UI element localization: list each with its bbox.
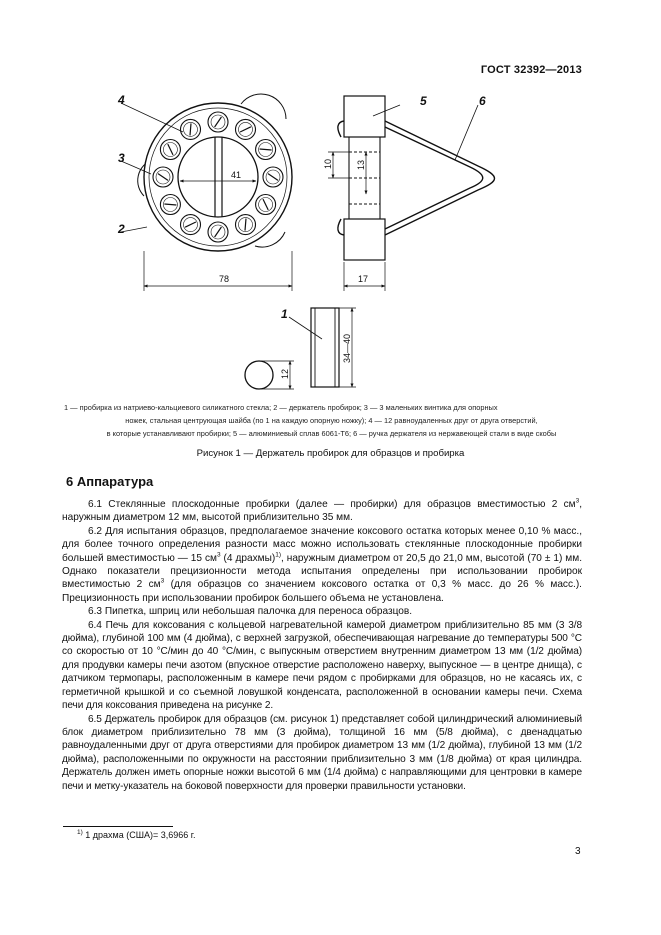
footnote-separator (63, 826, 173, 827)
dimension-78-label: 78 (219, 274, 230, 284)
dimension-78 (144, 251, 292, 291)
callout-2: 2 (118, 222, 125, 236)
holder-center-bore (178, 137, 258, 217)
side-bottom-block (344, 219, 385, 260)
dimension-17-label: 17 (358, 274, 369, 284)
dimension-12-label: 12 (280, 368, 290, 379)
paragraph-6-4: 6.4 Печь для коксования с кольцевой нагревательной камерой диаметром приблизительно 85 мм (3 3/8 дюйма), глубиной 100 мм (4 дюйма), с верхней загрузкой, обеспечивающая нагревание до температуры 500 °С со скоростью от 10 °С/мин до 40 °С/мин, с выпускным отверстием внутренним диаметром 13 мм (1/2 дюйма) для продувки камеры печи азотом (впускное отверстие расположено наверху, выпускное — в центре днища), с датчиком термопары, расположенным в камере печи рядом с пробирками для образцов, но не касаясь их, с герметичной крышкой и со съемной ловушкой конденсата, расположенной в основании камеры печи. Схема печи для коксования приведена на рисунке 2. (62, 619, 582, 712)
callout-6: 6 (479, 94, 486, 108)
dimension-10-label: 10 (323, 158, 333, 169)
side-shaft (349, 137, 380, 219)
side-top-block (344, 96, 385, 137)
section-body (62, 498, 582, 793)
paragraph-6-2: 6.2 Для испытания образцов, предполагаемое значение коксового остатка которых менее 0,10 % масс., для более точного определения разности масс можно использовать стеклянные плоскодонные пробирки большей вместимостью — 15 $см^3$ (4 драхмы)$^{1)}$, наружным диаметром от 20,5 до 21,0 мм, высотой (70 ± 1) мм. Однако показатели прецизионности метода испытания определены при использовании пробирок вместимостью 2 $см^3$ (для образцов со значением коксового остатка от 0,3 % масс. до 26 % масс.). Прецизионность при использовании пробирок большего объема не установлена. (62, 525, 582, 604)
footnote-ref: 1) (275, 551, 281, 559)
dimension-41-label: 41 (231, 170, 242, 180)
legend-line-3: в которые устанавливают пробирки; 5 — алюминиевый сплав 6061-Т6; 6 — ручка держателя из нержавеющей стали в виде скобы (106, 429, 557, 438)
legend-line-1: 1 — пробирка из натриево-кальциевого силикатного стекла; 2 — держатель пробирок; 3 — 3 маленьких винтика для опорных (64, 403, 498, 412)
callout-1: 1 (281, 307, 288, 321)
paragraph-6-5: 6.5 Держатель пробирок для образцов (см. рисунок 1) представляет собой цилиндрический алюминиевый блок диаметром приблизительно 78 мм (3 дюйма), толщиной 16 мм (5/8 дюйма), с двенадцатью равноудаленными друг от друга отверстиями для пробирок диаметром 13 мм (1/2 дюйма), глубиной 13 мм (1/2 дюйма), расположенными по окружности на расстоянии приблизительно 3 мм (1/8 дюйма) от края цилиндра. Держатель должен иметь опорные ножки высотой 6 мм (1/4 дюйма) с направляющими для центровки в камере печи и метку-указатель на боковой поверхности для проверки правильности установки. (62, 713, 582, 792)
tube-top-view (245, 361, 273, 389)
callout-4: 4 (118, 93, 125, 107)
figure-1-drawing (0, 0, 661, 400)
legend-line-2: ножек, стальная центрующая шайба (по 1 на каждую опорную ножку); 4 — 12 равноудаленных друг от друга отверстий, (125, 416, 538, 425)
page-number: 3 (575, 846, 581, 857)
dimension-34-40-label: 34—40 (342, 333, 352, 363)
section-title: 6 Аппаратура (66, 474, 154, 489)
callout-5: 5 (420, 94, 427, 108)
holder-top-view (138, 94, 292, 251)
callout-3: 3 (118, 151, 125, 165)
figure-caption: Рисунок 1 — Держатель пробирок для образцов и пробирка (196, 448, 465, 459)
paragraph-6-3: 6.3 Пипетка, шприц или небольшая палочка для переноса образцов. (88, 606, 413, 618)
paragraph-6-1: 6.1 Стеклянные плоскодонные пробирки (далее — пробирки) для образцов вместимостью 2 $см^3$, наружным диаметром 12 мм, высотой приблизительно 35 мм. (62, 497, 582, 524)
sample-tube (245, 308, 339, 389)
dimension-13-label: 13 (356, 159, 366, 170)
footnote: $^{1)}$ 1 драхма (США)= 3,6966 г. (77, 829, 196, 840)
figure-legend (64, 401, 599, 440)
document-header: ГОСТ 32392—2013 (480, 64, 582, 76)
holder-side-view (338, 96, 495, 260)
